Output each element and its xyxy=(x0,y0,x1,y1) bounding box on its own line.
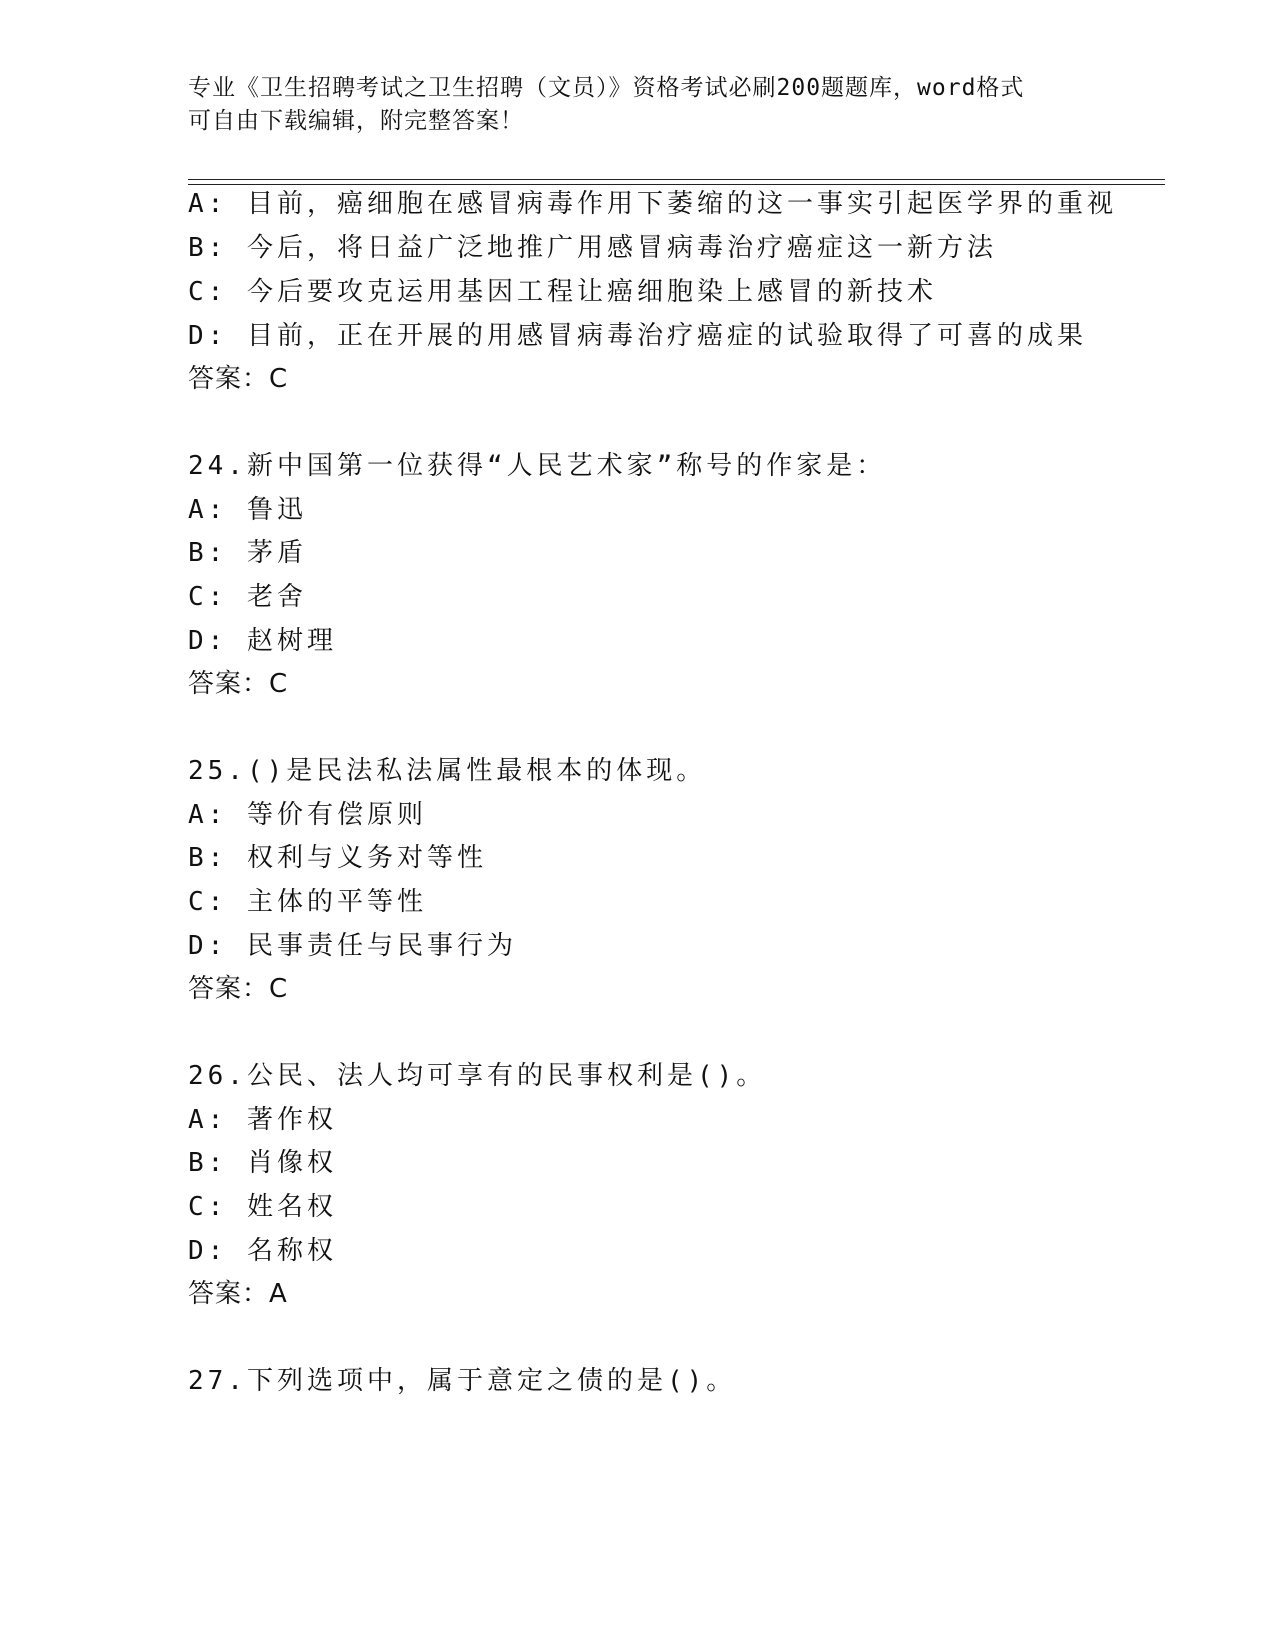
q26-option-c: C: 姓名权 xyxy=(188,1192,337,1222)
q25-option-c: C: 主体的平等性 xyxy=(188,887,427,917)
q26-option-b: B: 肖像权 xyxy=(188,1148,337,1178)
q25-option-b: B: 权利与义务对等性 xyxy=(188,843,487,873)
q26-option-a: A: 著作权 xyxy=(188,1105,337,1135)
header-divider-bottom xyxy=(188,184,1165,185)
q25-question: 25.()是民法私法属性最根本的体现。 xyxy=(188,756,707,786)
q24-option-d: D: 赵树理 xyxy=(188,626,337,656)
header-line-1: 专业《卫生招聘考试之卫生招聘（文员）》资格考试必刷200题题库，word格式 xyxy=(188,75,1025,101)
q24-option-b: B: 茅盾 xyxy=(188,538,307,568)
q23-option-c: C: 今后要攻克运用基因工程让癌细胞染上感冒的新技术 xyxy=(188,277,937,307)
q24-option-a: A: 鲁迅 xyxy=(188,495,307,525)
q25-answer: 答案：C xyxy=(188,974,289,1004)
q24-answer: 答案：C xyxy=(188,669,289,699)
q26-question: 26.公民、法人均可享有的民事权利是()。 xyxy=(188,1061,767,1091)
document-header xyxy=(188,72,1088,138)
header-line-2: 可自由下载编辑，附完整答案！ xyxy=(188,108,524,134)
q25-option-d: D: 民事责任与民事行为 xyxy=(188,931,517,961)
q23-option-a: A: 目前，癌细胞在感冒病毒作用下萎缩的这一事实引起医学界的重视 xyxy=(188,189,1117,219)
q24-option-c: C: 老舍 xyxy=(188,582,307,612)
q26-answer: 答案：A xyxy=(188,1279,288,1309)
header-divider-top xyxy=(188,179,1165,180)
q25-option-a: A: 等价有偿原则 xyxy=(188,800,427,830)
q23-option-d: D: 目前，正在开展的用感冒病毒治疗癌症的试验取得了可喜的成果 xyxy=(188,321,1087,351)
q27-question: 27.下列选项中，属于意定之债的是()。 xyxy=(188,1366,737,1396)
q23-option-b: B: 今后，将日益广泛地推广用感冒病毒治疗癌症这一新方法 xyxy=(188,233,997,263)
q23-answer: 答案：C xyxy=(188,364,289,394)
q26-option-d: D: 名称权 xyxy=(188,1236,337,1266)
q24-question: 24.新中国第一位获得“人民艺术家”称号的作家是： xyxy=(188,451,887,481)
